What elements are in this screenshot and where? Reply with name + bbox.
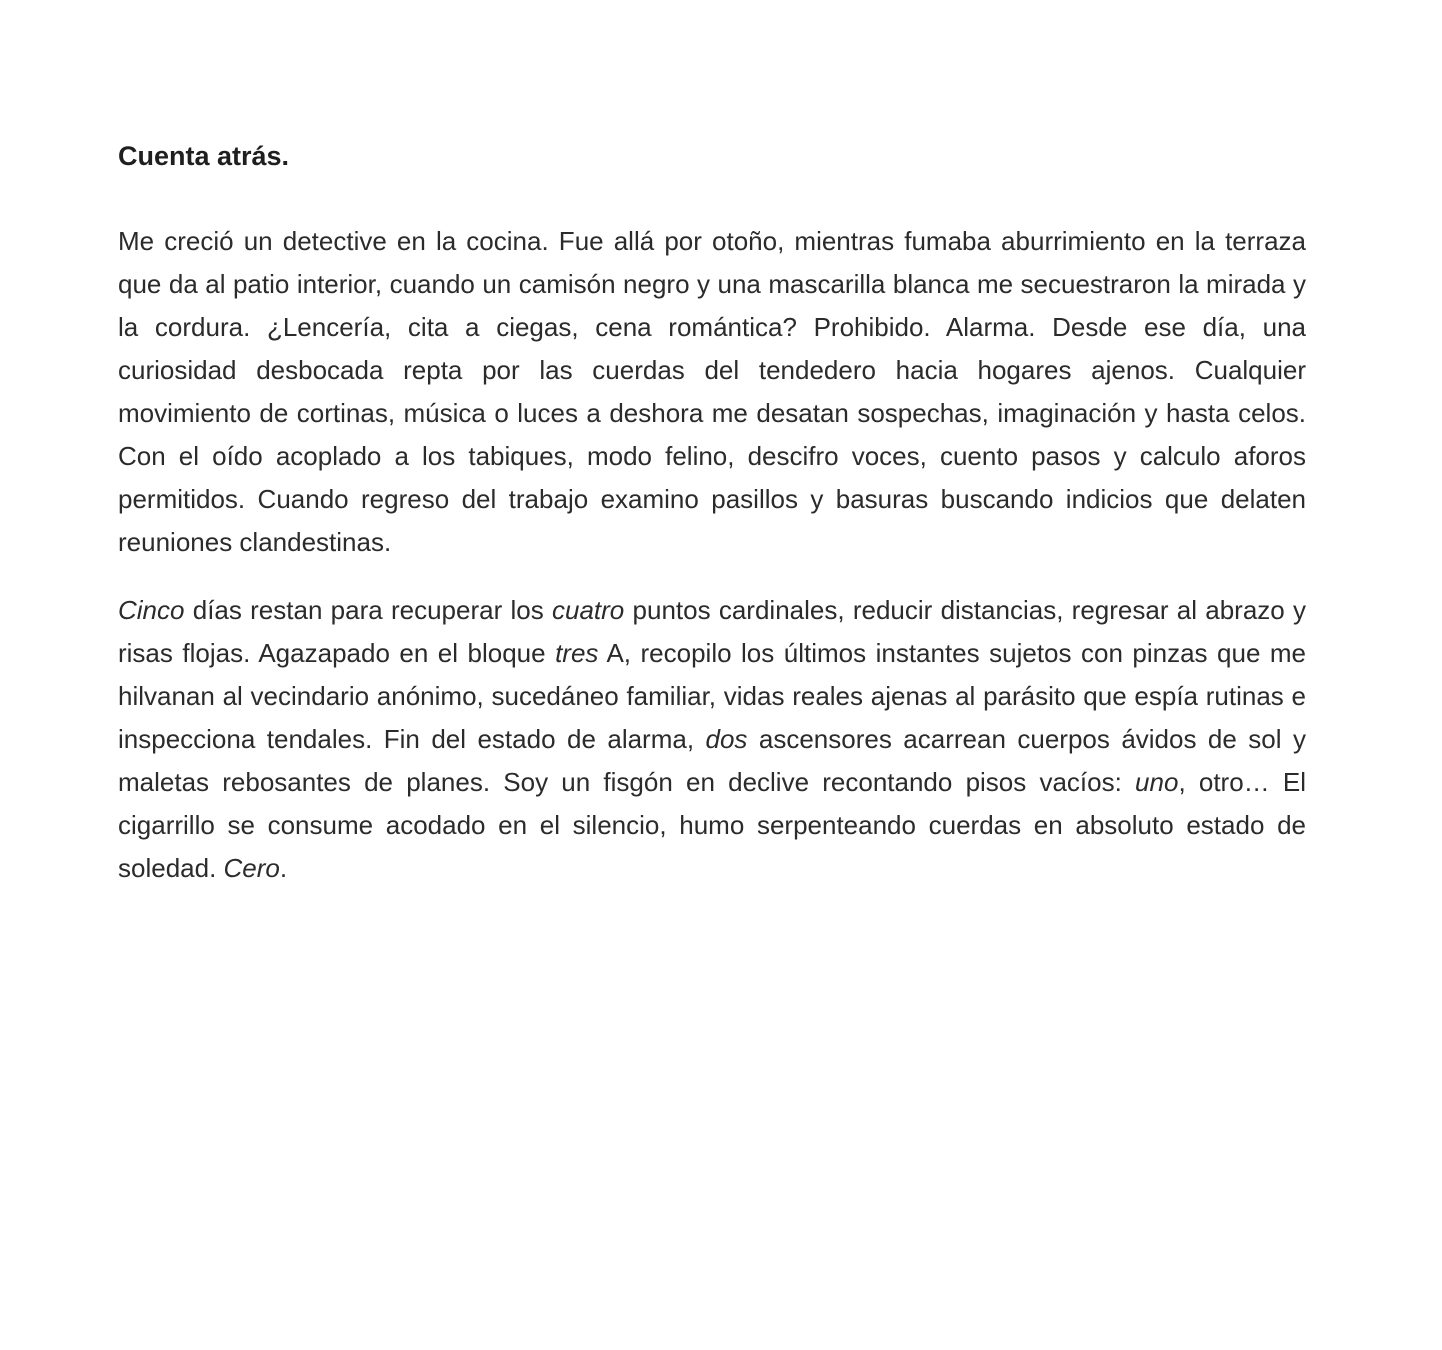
paragraph-text: . [279, 853, 288, 883]
paragraph-text: Me creció un detective en la cocina. Fue allá por otoño, mientras fumaba aburrimiento en la terraza que da al patio interior, cuando un camisón negro y una mascarilla blanca me secuestraron la mirada y la cordura. ¿Lencería, cita a ciegas, cena romántica? Prohibido. Alarma. Desde ese día, una curiosidad desbocada repta por las cuerdas del tendedero hacia hogares ajenos. Cualquier movimiento de cortinas, música o luces a deshora me desatan sospechas, imaginación y hasta celos. Con el oído acoplado a los tabiques, modo felino, descifro voces, cuento pasos y calculo aforos permitidos. Cuando regreso del trabajo examino pasillos y basuras buscando indicios que delaten reuniones clandestinas. [118, 226, 1306, 557]
italic-text: uno [1135, 767, 1179, 797]
paragraph-text: puntos cardinales, reducir distancias, regresar al abrazo y risas flojas. Agazapado en el bloque [118, 595, 1306, 668]
paragraph-1 [118, 220, 1306, 564]
document-body [118, 136, 1306, 915]
paragraph-text: A, recopilo los últimos instantes sujetos con pinzas que me hilvanan al vecindario anónimo, sucedáneo familiar, vidas reales ajenas al parásito que espía rutinas e inspecciona tendales. Fin del estado de alarma, [118, 638, 1307, 754]
italic-text: Cero [223, 853, 280, 883]
italic-text: dos [705, 724, 748, 754]
document-title: Cuenta atrás. [118, 141, 290, 171]
paragraph-text: días restan para recuperar los [184, 595, 552, 625]
paragraph-2 [118, 589, 1306, 890]
paragraph-text: , otro… El cigarrillo se consume acodado en el silencio, humo serpenteando cuerdas en absoluto estado de soledad. [118, 767, 1306, 883]
paragraph-text: ascensores acarrean cuerpos ávidos de sol y maletas rebosantes de planes. Soy un fisgón en declive recontando pisos vacíos: [118, 724, 1306, 797]
italic-text: tres [555, 638, 599, 668]
italic-text: cuatro [552, 595, 625, 625]
italic-text: Cinco [118, 595, 185, 625]
